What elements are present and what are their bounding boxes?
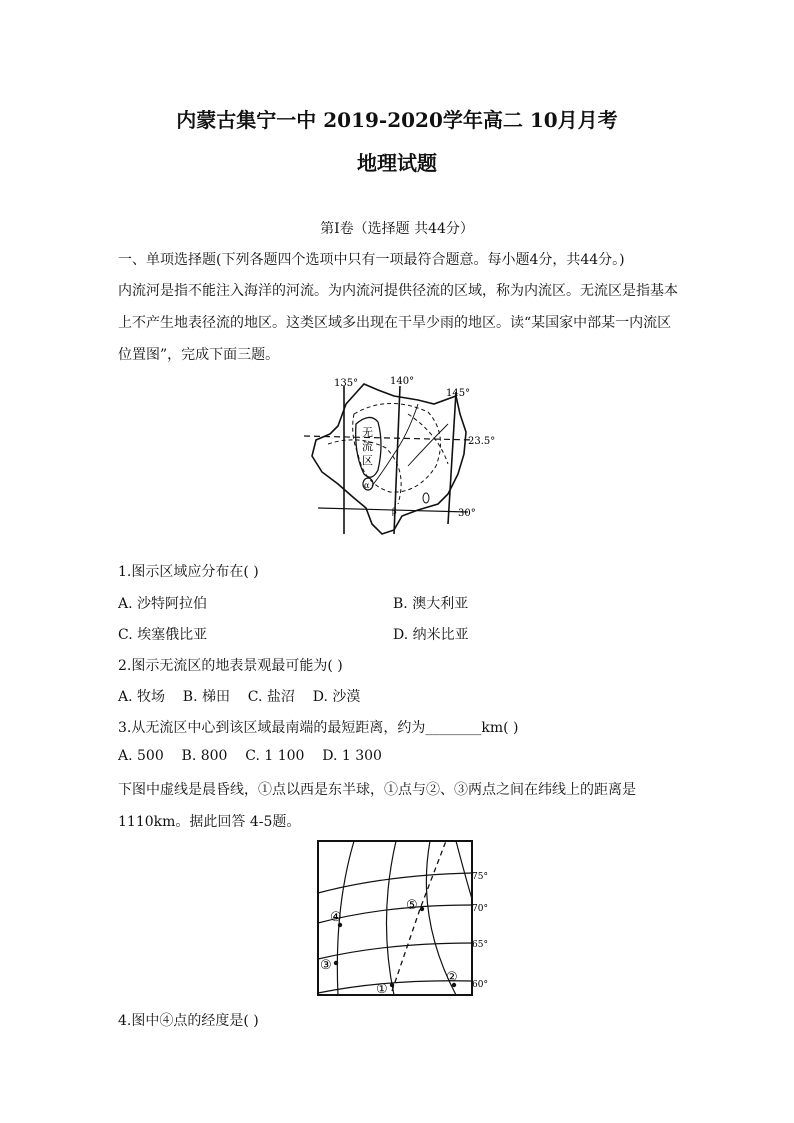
graticule-terminator-map [316, 839, 496, 999]
meridian-2 [386, 841, 396, 995]
point-beta: β [392, 507, 397, 516]
lon-label-135: 135° [334, 378, 359, 389]
section-heading: 第Ⅰ卷（选择题 共44分） [320, 221, 474, 237]
point-5-dot [420, 907, 424, 911]
point-4-label: ④ [330, 910, 342, 925]
q1-option-d[interactable]: D. 纳米比亚 [393, 627, 469, 643]
passage2-line1: 下图中虚线是晨昏线，①点以西是东半球，①点与②、③两点之间在纬线上的距离是 [118, 782, 636, 798]
passage1-line3: 位置图”，完成下面三题。 [118, 347, 280, 363]
meridian-145 [448, 392, 456, 524]
point-1-label: ① [376, 982, 388, 997]
lat-label-60: 60° [472, 980, 488, 990]
no-flow-char-1: 无 [362, 426, 373, 439]
point-5-label: ⑤ [406, 898, 418, 913]
section-instruction: 一、单项选择题(下列各题四个选项中只有一项最符合题意。每小题4分，共44分。) [118, 252, 625, 268]
lat-label-65: 65° [472, 940, 488, 950]
point-1-dot [390, 983, 394, 987]
q3-options[interactable]: A. 500 B. 800 C. 1 100 D. 1 300 [118, 748, 382, 764]
point-2-label: ② [446, 970, 458, 985]
q2-stem: 2.图示无流区的地表景观最可能为( ) [118, 658, 343, 674]
river-2 [408, 424, 448, 466]
lat-label-30: 30° [458, 508, 476, 519]
small-lake [423, 493, 429, 503]
q2-options[interactable]: A. 牧场 B. 梯田 C. 盐沼 D. 沙漠 [118, 689, 361, 705]
passage2-line2: 1110km。据此回答 4-5题。 [118, 814, 301, 830]
point-3-label: ③ [320, 958, 332, 973]
no-flow-char-3: 区 [362, 454, 373, 467]
point-3-dot [334, 961, 338, 965]
no-flow-char-2: 流 [362, 440, 373, 453]
subject-title: 地理试题 [357, 151, 437, 175]
q4-stem: 4.图中④点的经度是( ) [118, 1013, 259, 1029]
q1-option-a[interactable]: A. 沙特阿拉伯 [118, 596, 208, 612]
q3-stem: 3.从无流区中心到该区域最南端的最短距离，约为________km( ) [118, 720, 519, 736]
q1-option-c[interactable]: C. 埃塞俄比亚 [118, 627, 208, 643]
point-alpha: α [364, 481, 370, 490]
q1-stem: 1.图示区域应分布在( ) [118, 564, 259, 580]
inland-drainage-map [298, 374, 498, 544]
parallel-65 [318, 943, 472, 959]
q1-option-b[interactable]: B. 澳大利亚 [393, 596, 469, 612]
passage1-line2: 上不产生地表径流的地区。这类区域多出现在干旱少雨的地区。读“某国家中部某一内流区 [118, 315, 672, 331]
exam-title: 内蒙古集宁一中 2019-2020学年高二 10月月考 [176, 108, 618, 132]
lat-label-23-5: 23.5° [468, 436, 496, 447]
lon-label-145: 145° [446, 388, 471, 399]
lat-label-70: 70° [472, 904, 488, 914]
lon-label-140: 140° [390, 376, 415, 387]
meridian-4 [456, 841, 472, 899]
passage1-line1: 内流河是指不能注入海洋的河流。为内流河提供径流的区域，称为内流区。无流区是指基本 [118, 283, 678, 299]
lat-label-75: 75° [472, 872, 488, 882]
tropic-line [304, 436, 474, 440]
terminator-line [392, 841, 446, 991]
parallel-75 [318, 873, 472, 893]
